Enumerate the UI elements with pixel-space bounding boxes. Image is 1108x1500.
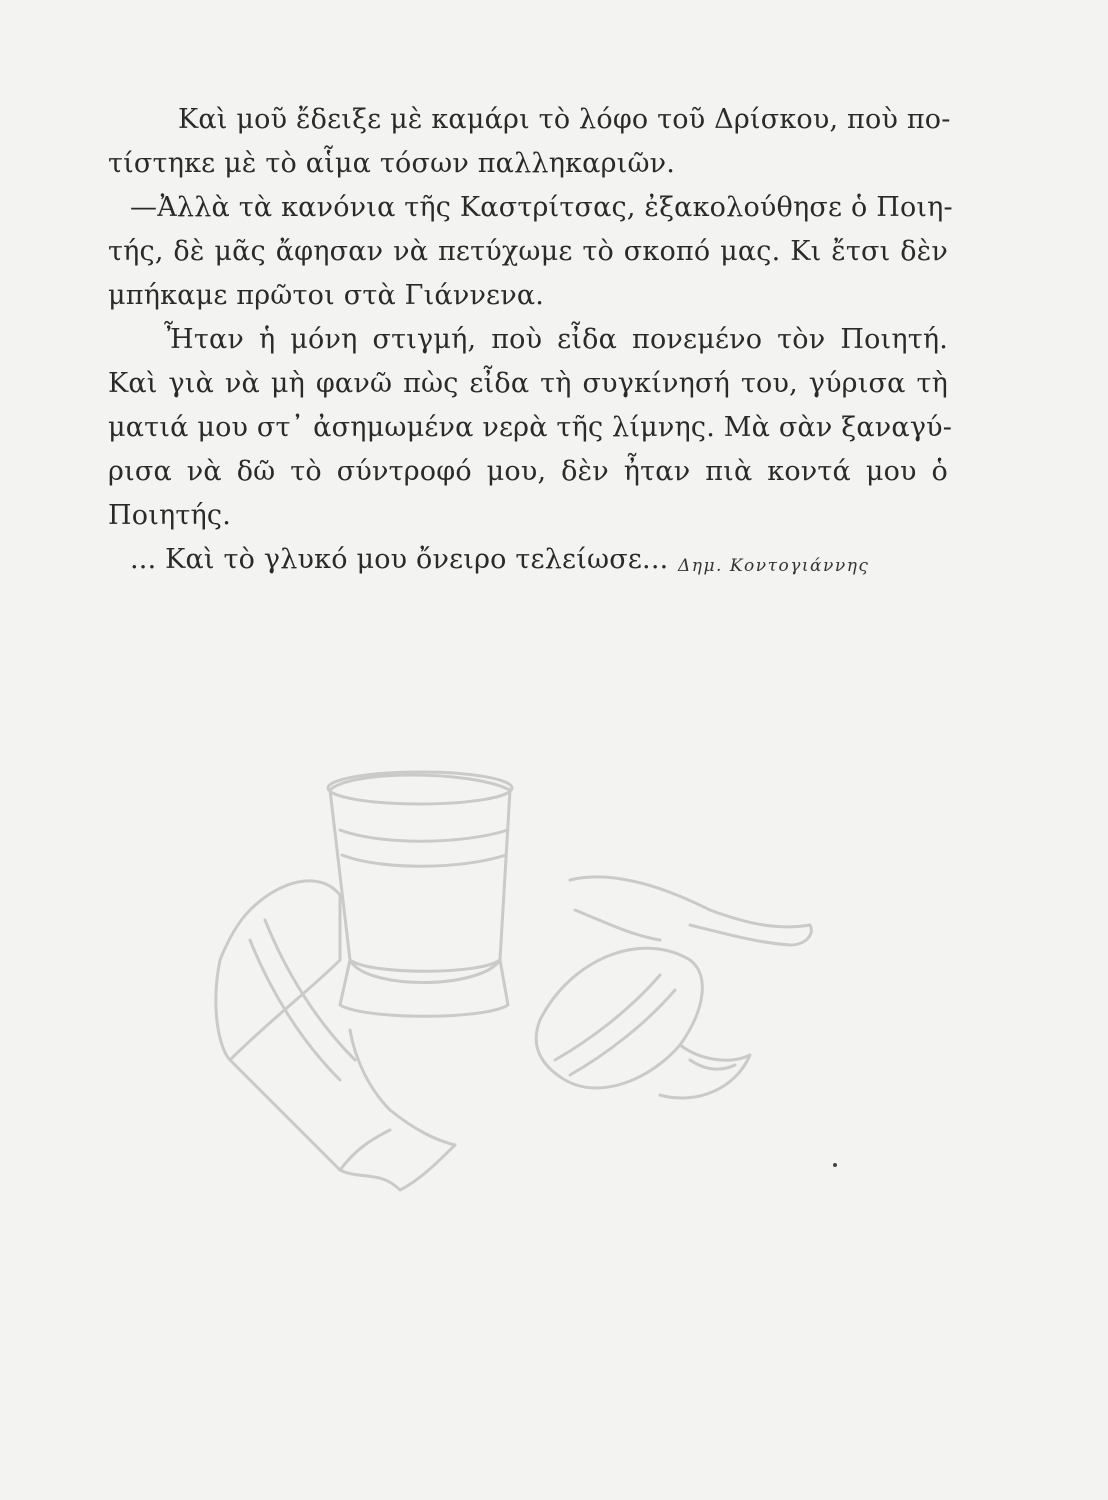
text-line-2: τίστηκε μὲ τὸ αἷμα τόσων παλληκαριῶν. <box>108 148 676 179</box>
text-line-6: Ἦταν ἡ μόνη στιγμή, ποὺ εἶδα πονεμένο τὸν Ποιητή. <box>164 324 948 355</box>
cloth-shape <box>216 881 340 1060</box>
still-life-illustration <box>190 760 870 1240</box>
bread-shape <box>536 948 702 1088</box>
body-text <box>108 98 953 582</box>
text-line-3: —Ἀλλὰ τὰ κανόνια τῆς Καστρίτσας, ἐξακολούθησε ὁ Ποιη- <box>130 192 953 223</box>
text-line-5: μπήκαμε πρῶτοι στὰ Γιάννενα. <box>108 280 545 311</box>
text-line-4: τής, δὲ μᾶς ἄφησαν νὰ πετύχωμε τὸ σκοπό μας. Κι ἔτσι δὲν <box>108 236 948 267</box>
ink-dot <box>833 1163 837 1167</box>
text-line-1: Καὶ μοῦ ἔδειξε μὲ καμάρι τὸ λόφο τοῦ Δρίσκου, ποὺ πο- <box>178 104 951 135</box>
author-signature: Δημ. Κοντογιάννης <box>678 556 870 576</box>
text-line-11: ... Καὶ τὸ γλυκό μου ὄνειρο τελείωσε... <box>130 544 669 575</box>
text-line-9: ρισα νὰ δῶ τὸ σύντροφό μου, δὲν ἦταν πιὰ κοντά μου ὁ <box>108 456 948 487</box>
text-line-7: Καὶ γιὰ νὰ μὴ φανῶ πὼς εἶδα τὴ συγκίνησή του, γύρισα τὴ <box>108 368 948 399</box>
text-line-8: ματιά μου στ᾽ ἀσημωμένα νερὰ τῆς λίμνης. Μὰ σὰν ξαναγύ- <box>108 412 953 443</box>
text-line-10: Ποιητής. <box>108 500 231 531</box>
